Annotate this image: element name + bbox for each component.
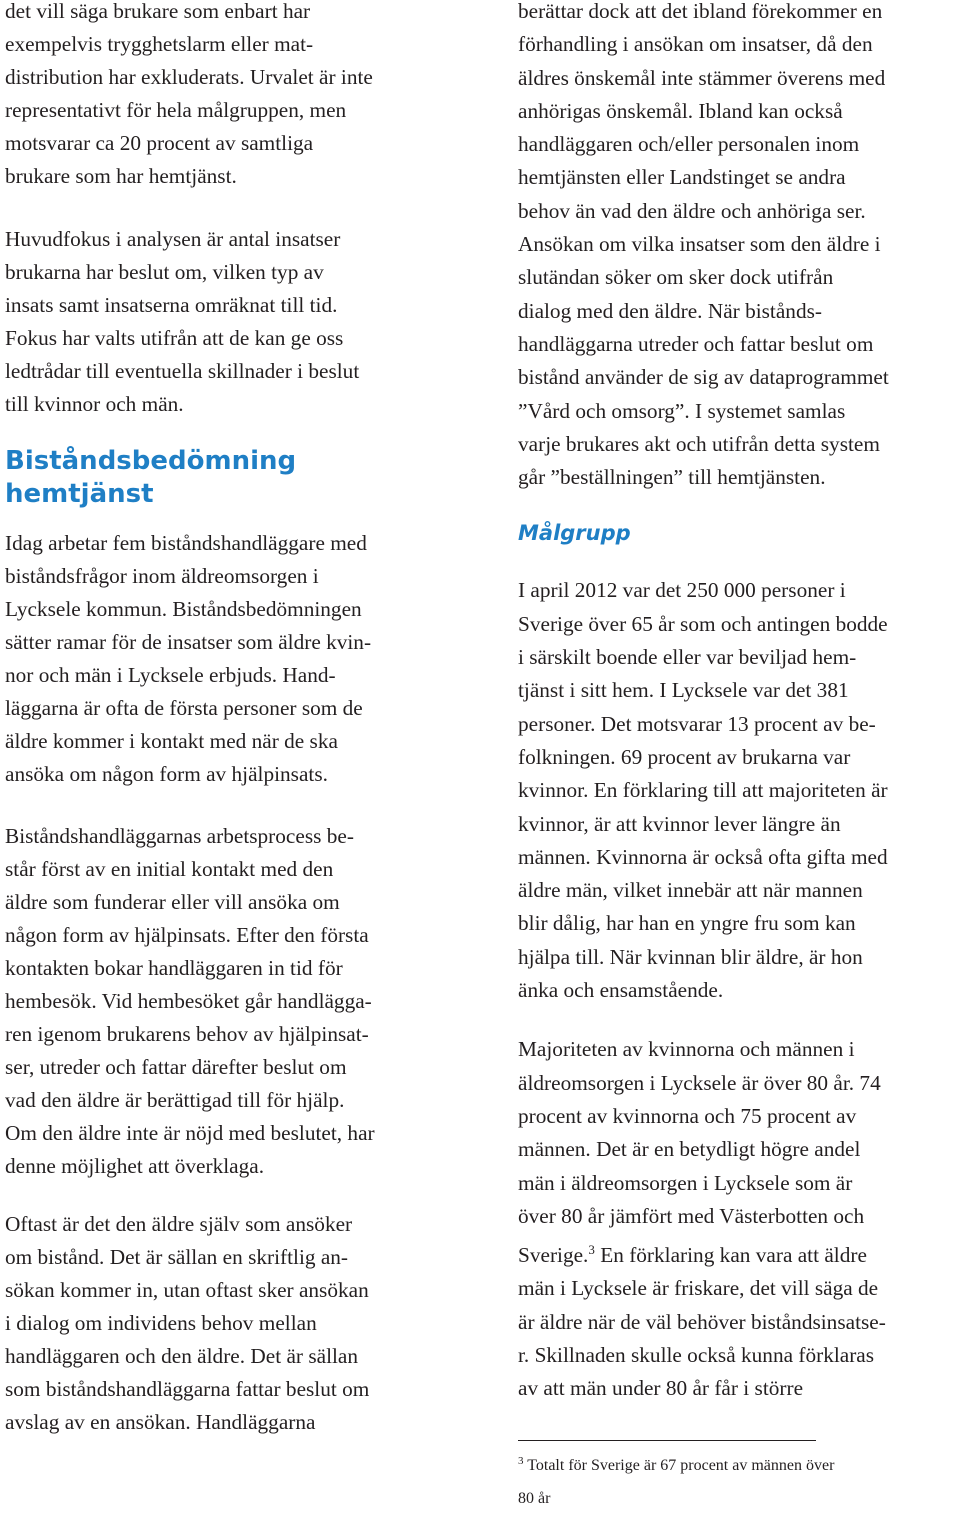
paragraph-intro-sample (5, 0, 450, 193)
text-line: representativt för hela målgruppen, men (5, 98, 347, 122)
text-line: bistånd använder de sig av dataprogrammet (518, 365, 889, 390)
text-line: Idag arbetar fem biståndshandläggare med (5, 531, 367, 555)
text-line: männen. Kvinnorna är också ofta gifta med (518, 844, 888, 869)
text-line: ansöka om någon form av hjälpinsats. (5, 762, 328, 786)
paragraph-application (5, 1208, 450, 1439)
text-line: folkningen. 69 procent av brukarna var (518, 744, 851, 769)
text-line: hjälpa till. När kvinnan blir äldre, är hon (518, 944, 863, 969)
text-line: handläggarna utreder och fattar beslut om (518, 331, 874, 356)
text-line: i dialog om individens behov mellan (5, 1311, 317, 1335)
text-line: brukarna har beslut om, vilken typ av (5, 260, 324, 284)
text-line: tjänst i sitt hem. I Lycksele var det 381 (518, 678, 849, 703)
text-line: I april 2012 var det 250 000 personer i (518, 578, 846, 603)
text-line: om bistånd. Det är sällan en skriftlig an- (5, 1245, 349, 1269)
heading-line: hemtjänst (5, 479, 154, 509)
text-line: män i Lycksele är friskare, det vill säga de (518, 1276, 879, 1301)
footnote-reference: 3 (588, 1242, 595, 1258)
text-line: denne möjlighet att överklaga. (5, 1154, 265, 1178)
text-fragment: En förklaring kan vara att äldre (594, 1243, 867, 1268)
text-line: hemtjänsten eller Landstinget se andra (518, 165, 846, 190)
text-line: exempelvis trygghetslarm eller mat- (5, 32, 314, 56)
text-line: anhörigas önskemål. Ibland kan också (518, 98, 843, 123)
text-line: Ansökan om vilka insatser som den äldre i (518, 232, 881, 257)
text-line: änka och ensamstående. (518, 978, 724, 1003)
text-line: varje brukares akt och utifrån detta system (518, 431, 880, 456)
text-line: Om den äldre inte är nöjd med beslutet, har (5, 1121, 375, 1145)
text-line: Fokus har valts utifrån att de kan ge oss (5, 326, 344, 350)
paragraph-negotiation (518, 0, 958, 494)
text-line: handläggaren och/eller personalen inom (518, 132, 860, 157)
text-line: berättar dock att det ibland förekommer en (518, 0, 883, 23)
text-line: av att män under 80 år får i större (518, 1376, 804, 1401)
text-line: sökan kommer in, utan oftast sker ansökan (5, 1278, 369, 1302)
text-line: Oftast är det den äldre själv som ansöker (5, 1212, 353, 1236)
text-line: motsvarar ca 20 procent av samtliga (5, 131, 314, 155)
text-line: vad den äldre är berättigad till för hjälp. (5, 1088, 345, 1112)
text-fragment: Sverige. (518, 1243, 589, 1268)
text-line: är äldre när de väl behöver biståndsinsatse- (518, 1309, 886, 1334)
text-line: personer. Det motsvarar 13 procent av be- (518, 711, 876, 736)
right-column (518, 0, 958, 1515)
text-line: det vill säga brukare som enbart har (5, 0, 311, 23)
text-line: till kvinnor och män. (5, 392, 184, 416)
paragraph-analysis-focus (5, 223, 450, 421)
text-line: Huvudfokus i analysen är antal insatser (5, 227, 341, 251)
text-line: blir dålig, har han en yngre fru som kan (518, 911, 856, 936)
footnote-marker: 3 (518, 1454, 524, 1467)
footnote (518, 1445, 958, 1515)
text-line: brukare som har hemtjänst. (5, 164, 237, 188)
text-line: män i äldreomsorgen i Lycksele som är (518, 1170, 853, 1195)
text-line: som biståndshandläggarna fattar beslut om (5, 1377, 370, 1401)
text-line: nor och män i Lycksele erbjuds. Hand- (5, 663, 336, 687)
footnote-line (518, 1445, 958, 1482)
text-line: äldre kommer i kontakt med när de ska (5, 729, 338, 753)
text-line: Lycksele kommun. Biståndsbedömningen (5, 597, 362, 621)
text-line: i särskilt boende eller var beviljad hem- (518, 645, 857, 670)
left-column (5, 0, 450, 1439)
text-line: hembesök. Vid hembesöket går handlägga- (5, 989, 372, 1013)
text-line: Majoriteten av kvinnorna och männen i (518, 1037, 855, 1062)
text-line: behov än vad den äldre och anhöriga ser. (518, 198, 866, 223)
text-line: äldre män, vilket innebär att när mannen (518, 878, 863, 903)
subsection-heading: Målgrupp (518, 521, 631, 546)
text-line: kontakten bokar handläggaren in tid för (5, 956, 343, 980)
text-line: handläggaren och den äldre. Det är sällan (5, 1344, 359, 1368)
text-line: läggarna är ofta de första personer som de (5, 696, 363, 720)
text-line: slutändan söker om sker dock utifrån (518, 265, 834, 290)
footnote-text: Totalt för Sverige är 67 procent av männen över (527, 1456, 835, 1474)
text-line: avslag av en ansökan. Handläggarna (5, 1410, 316, 1434)
text-line: r. Skillnaden skulle också kunna förklaras (518, 1342, 875, 1367)
text-line: ren igenom brukarens behov av hjälpinsat- (5, 1022, 369, 1046)
text-line: någon form av hjälpinsats. Efter den första (5, 923, 369, 947)
footnote-separator (518, 1440, 816, 1441)
text-line: ”Vård och omsorg”. I systemet samlas (518, 398, 846, 423)
paragraph-target-group (518, 574, 958, 1007)
text-line: kvinnor. En förklaring till att majoriteten är (518, 778, 888, 803)
text-line: procent av kvinnorna och 75 procent av (518, 1103, 857, 1128)
text-line: insats samt insatserna omräknat till tid. (5, 293, 338, 317)
text-line: biståndsfrågor inom äldreomsorgen i (5, 564, 319, 588)
text-line: äldreomsorgen i Lycksele är över 80 år. 74 (518, 1070, 881, 1095)
text-line: äldres önskemål inte stämmer överens med (518, 65, 886, 90)
text-line: männen. Det är en betydligt högre andel (518, 1137, 861, 1162)
section-heading (5, 445, 450, 511)
footnote-line: 80 år (518, 1489, 551, 1507)
text-line: står först av en initial kontakt med den (5, 857, 334, 881)
text-line: distribution har exkluderats. Urvalet är inte (5, 65, 373, 89)
text-line: kvinnor, är att kvinnor lever längre än (518, 811, 841, 836)
text-line: förhandling i ansökan om insatser, då den (518, 32, 873, 57)
text-line: sätter ramar för de insatser som äldre kvin- (5, 630, 372, 654)
paragraph-work-process (5, 820, 450, 1183)
text-line: dialog med den äldre. När bistånds- (518, 298, 822, 323)
paragraph-assessors (5, 527, 450, 791)
text-line: över 80 år jämfört med Västerbotten och (518, 1203, 865, 1228)
heading-line: Biståndsbedömning (5, 446, 297, 476)
text-line: ser, utreder och fattar därefter beslut om (5, 1055, 347, 1079)
text-line: går ”beställningen” till hemtjänsten. (518, 465, 826, 490)
text-line: äldre som funderar eller vill ansöka om (5, 890, 340, 914)
text-line: ledtrådar till eventuella skillnader i beslut (5, 359, 360, 383)
text-line-with-footnote-ref (518, 1233, 958, 1272)
text-line: Biståndshandläggarnas arbetsprocess be- (5, 824, 354, 848)
paragraph-over-80 (518, 1033, 958, 1405)
text-line: Sverige över 65 år som och antingen bodde (518, 611, 888, 636)
